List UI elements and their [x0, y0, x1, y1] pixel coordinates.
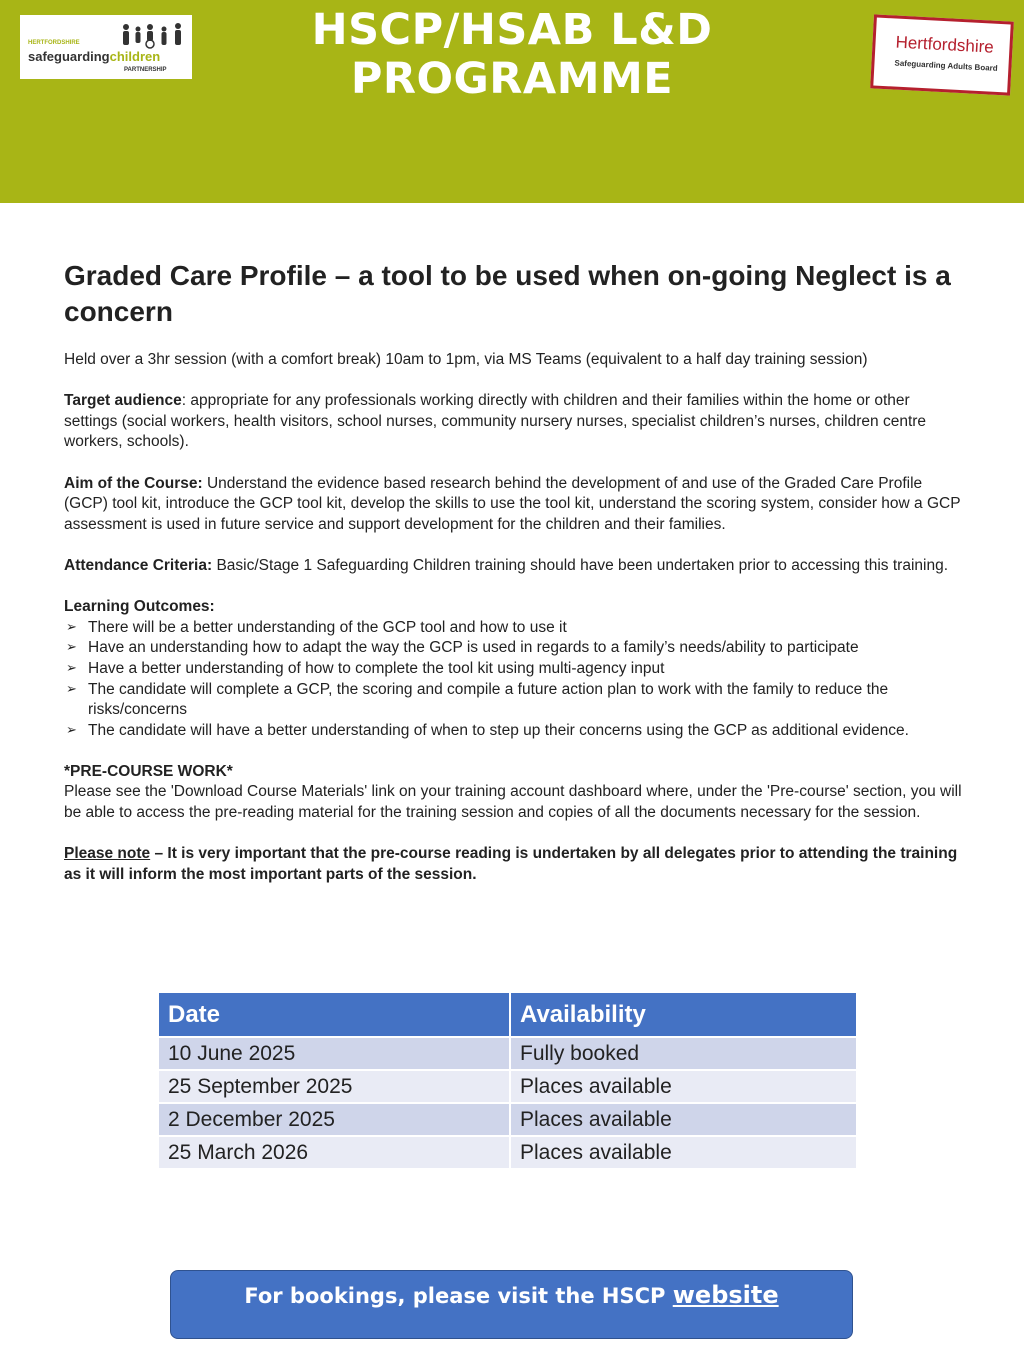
hsab-logo — [870, 14, 1014, 95]
date-cell: 2 December 2025 — [158, 1103, 510, 1136]
page-title-line2: PROGRAMME — [350, 54, 674, 104]
booking-banner — [170, 1270, 853, 1339]
target-audience: Target audience: appropriate for any professionals working directly with children and their families within the home or other settings (social workers, health visitors, school nurses, community nursery nurses, specialist children’s nurses, children centre workers, schools). — [64, 392, 927, 451]
availability-cell: Places available — [510, 1136, 857, 1169]
header-banner — [0, 0, 1024, 203]
table-row — [158, 1037, 857, 1070]
hscp-logo — [20, 15, 192, 79]
course-aim: Aim of the Course: Understand the evidence based research behind the development of and use of the Graded Care Profile (GCP) tool kit, introduce the GCP tool kit, develop the skills to use the tool kit, understand the scoring system, consider how a GCP assessment is used in future service and support development for the children and their families. — [64, 474, 961, 533]
website-link[interactable]: website — [672, 1281, 779, 1309]
course-dates-table — [157, 991, 858, 1170]
booking-text: For bookings, please visit the HSCP website — [244, 1281, 779, 1309]
precourse-text: Please see the 'Download Course Materials' link on your training account dashboard where, under the 'Pre-course' section, you will be able to access the pre-reading material for the training session and copies of all the documents necessary for the session. — [64, 783, 962, 822]
logo-right-line1: Hertfordshire — [895, 32, 995, 57]
list-item: ➢ The candidate will complete a GCP, the scoring and compile a future action plan to work with the family to reduce the risks/concerns — [64, 680, 964, 721]
list-item: ➢ Have a better understanding of how to complete the tool kit using multi-agency input — [64, 659, 964, 680]
column-header-availability: Availability — [510, 992, 857, 1037]
attendance-criteria: Attendance Criteria: Basic/Stage 1 Safeguarding Children training should have been undertaken prior to accessing this training. — [64, 556, 949, 574]
availability-cell: Places available — [510, 1103, 857, 1136]
important-note: Please note – It is very important that the pre-course reading is undertaken by all delegates prior to attending the training as it will inform the most important parts of the session. — [64, 845, 958, 883]
logo-left-line2: safeguardingchildren — [28, 49, 161, 64]
list-item: ➢ There will be a better understanding of the GCP tool and how to use it — [64, 618, 964, 639]
session-info: Held over a 3hr session (with a comfort break) 10am to 1pm, via MS Teams (equivalent to a half day training session) — [64, 351, 868, 368]
precourse-heading: *PRE-COURSE WORK* — [64, 762, 233, 780]
date-cell: 25 September 2025 — [158, 1070, 510, 1103]
people-silhouettes-icon — [120, 23, 190, 49]
learning-outcomes-list — [64, 618, 964, 742]
table-row — [158, 1070, 857, 1103]
course-description — [64, 258, 964, 906]
table-row — [158, 1103, 857, 1136]
course-title: Graded Care Profile – a tool to be used when on-going Neglect is a concern — [64, 260, 951, 327]
table-header-row — [158, 992, 857, 1037]
learning-outcomes-heading: Learning Outcomes: — [64, 598, 215, 616]
logo-right-line2: Safeguarding Adults Board — [894, 58, 998, 73]
availability-cell: Fully booked — [510, 1037, 857, 1070]
list-item: ➢ The candidate will have a better understanding of when to step up their concerns using the GCP as additional evidence. — [64, 721, 964, 742]
date-cell: 10 June 2025 — [158, 1037, 510, 1070]
logo-left-line3: PARTNERSHIP — [124, 67, 167, 73]
date-cell: 25 March 2026 — [158, 1136, 510, 1169]
page-title — [262, 6, 762, 104]
table-row — [158, 1136, 857, 1169]
column-header-date: Date — [158, 992, 510, 1037]
availability-cell: Places available — [510, 1070, 857, 1103]
list-item: ➢ Have an understanding how to adapt the way the GCP is used in regards to a family’s needs/ability to participate — [64, 638, 964, 659]
logo-left-line1: HERTFORDSHIRE — [28, 40, 80, 46]
page-title-line1: HSCP/HSAB L&D — [311, 5, 713, 55]
